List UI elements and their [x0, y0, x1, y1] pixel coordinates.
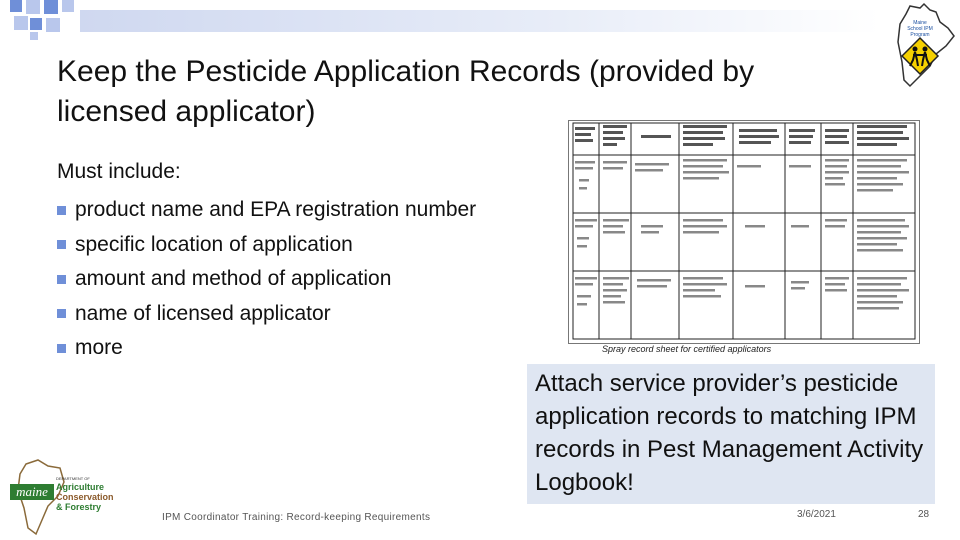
- maine-dacf-logo: [8, 458, 118, 536]
- list-item-label: more: [75, 336, 123, 359]
- svg-text:Agriculture: Agriculture: [56, 482, 105, 492]
- svg-text:maine: maine: [16, 484, 48, 499]
- bullet-square-icon: [57, 344, 66, 353]
- list-item: [57, 193, 476, 228]
- list-item: [57, 228, 476, 263]
- spray-record-sheet-image: [568, 120, 920, 344]
- svg-text:Program: Program: [910, 32, 930, 38]
- list-item: [57, 262, 476, 297]
- decor-square: [62, 0, 74, 12]
- maine-school-ipm-logo: [880, 2, 958, 88]
- requirements-list: [57, 193, 476, 366]
- list-item-label: specific location of application: [75, 232, 353, 256]
- header-gradient-band: [80, 10, 880, 32]
- svg-text:& Forestry: & Forestry: [56, 502, 102, 512]
- slide-number: 28: [918, 509, 930, 520]
- decor-square: [46, 18, 60, 32]
- decor-square: [26, 0, 40, 14]
- bullet-square-icon: [57, 240, 66, 249]
- list-item-label: product name and EPA registration number: [75, 198, 477, 221]
- bullet-square-icon: [57, 275, 66, 284]
- list-item-label: amount and method of application: [75, 267, 392, 290]
- list-item-label: name of licensed applicator: [75, 301, 331, 325]
- svg-text:DEPARTMENT OF: DEPARTMENT OF: [56, 476, 90, 481]
- list-item: [57, 331, 476, 366]
- svg-text:Maine: Maine: [913, 20, 927, 26]
- bullet-square-icon: [57, 206, 66, 215]
- svg-text:School IPM: School IPM: [907, 26, 933, 32]
- bullet-square-icon: [57, 309, 66, 318]
- decor-square: [14, 16, 28, 30]
- svg-text:Conservation: Conservation: [56, 492, 114, 502]
- footer-date: 3/6/2021: [797, 509, 836, 520]
- decor-square: [10, 0, 22, 12]
- top-decoration: [0, 0, 960, 30]
- callout-box: Attach service provider’s pesticide application records to matching IPM records in Pest Management Activity Logbook!: [527, 364, 935, 504]
- record-sheet-caption: Spray record sheet for certified applicators: [602, 344, 772, 354]
- must-include-heading: Must include:: [57, 160, 181, 183]
- footer-title: IPM Coordinator Training: Record-keeping Requirements: [162, 512, 431, 523]
- list-item: [57, 297, 476, 332]
- slide-title: Keep the Pesticide Application Records (provided by licensed applicator): [57, 55, 755, 128]
- decor-square: [44, 0, 58, 14]
- decor-square: [30, 32, 38, 40]
- decor-square: [30, 18, 42, 30]
